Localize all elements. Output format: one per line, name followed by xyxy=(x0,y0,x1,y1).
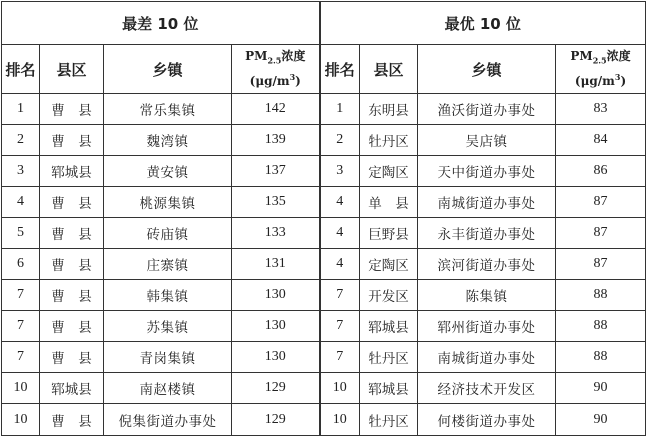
worst-county-cell: 曹 县 xyxy=(40,249,104,280)
worst-rank-cell: 2 xyxy=(2,125,40,156)
worst-value-cell: 129 xyxy=(232,373,320,404)
best-county-cell: 郓城县 xyxy=(360,311,418,342)
best-rank-cell: 1 xyxy=(320,94,360,125)
best-rank-cell: 2 xyxy=(320,125,360,156)
best-county-cell: 郓城县 xyxy=(360,373,418,404)
best-county-header: 县区 xyxy=(360,45,418,94)
best-rank-cell: 10 xyxy=(320,373,360,404)
worst-rank-cell: 6 xyxy=(2,249,40,280)
worst-town-cell: 桃源集镇 xyxy=(104,187,232,218)
best-rank-cell: 3 xyxy=(320,156,360,187)
best-rank-cell: 7 xyxy=(320,280,360,311)
best-town-cell: 渔沃街道办事处 xyxy=(418,94,556,125)
best-rank-cell: 7 xyxy=(320,311,360,342)
group-header-row xyxy=(2,2,646,45)
worst-town-cell: 青岗集镇 xyxy=(104,342,232,373)
worst-county-header: 县区 xyxy=(40,45,104,94)
best-value-cell: 88 xyxy=(556,342,646,373)
table-row xyxy=(2,280,646,311)
column-header-row xyxy=(2,45,646,94)
best-county-cell: 巨野县 xyxy=(360,218,418,249)
worst-town-cell: 韩集镇 xyxy=(104,280,232,311)
worst-town-cell: 苏集镇 xyxy=(104,311,232,342)
table-row xyxy=(2,311,646,342)
best-rank-cell: 10 xyxy=(320,404,360,436)
worst-rank-header: 排名 xyxy=(2,45,40,94)
best-town-header: 乡镇 xyxy=(418,45,556,94)
worst-rank-cell: 7 xyxy=(2,342,40,373)
best-town-cell: 吴店镇 xyxy=(418,125,556,156)
worst-value-cell: 130 xyxy=(232,280,320,311)
worst-value-cell: 131 xyxy=(232,249,320,280)
worst-rank-cell: 7 xyxy=(2,311,40,342)
worst-town-cell: 黄安镇 xyxy=(104,156,232,187)
best-rank-cell: 7 xyxy=(320,342,360,373)
best-town-cell: 郓州街道办事处 xyxy=(418,311,556,342)
best-town-cell: 永丰街道办事处 xyxy=(418,218,556,249)
best-county-cell: 牡丹区 xyxy=(360,404,418,436)
worst-value-cell: 129 xyxy=(232,404,320,436)
best-rank-cell: 4 xyxy=(320,249,360,280)
worst-county-cell: 曹 县 xyxy=(40,342,104,373)
best-town-cell: 南城街道办事处 xyxy=(418,187,556,218)
best-town-cell: 天中街道办事处 xyxy=(418,156,556,187)
best-value-cell: 87 xyxy=(556,187,646,218)
best-county-cell: 定陶区 xyxy=(360,156,418,187)
worst-rank-cell: 3 xyxy=(2,156,40,187)
worst-county-cell: 曹 县 xyxy=(40,280,104,311)
best-value-cell: 87 xyxy=(556,218,646,249)
best-town-cell: 南城街道办事处 xyxy=(418,342,556,373)
worst-town-cell: 常乐集镇 xyxy=(104,94,232,125)
worst-value-cell: 139 xyxy=(232,125,320,156)
best-value-cell: 86 xyxy=(556,156,646,187)
best-value-cell: 88 xyxy=(556,280,646,311)
table-row xyxy=(2,187,646,218)
best-value-cell: 87 xyxy=(556,249,646,280)
best-county-cell: 东明县 xyxy=(360,94,418,125)
worst-county-cell: 郓城县 xyxy=(40,373,104,404)
best-value-cell: 90 xyxy=(556,373,646,404)
worst-value-cell: 137 xyxy=(232,156,320,187)
worst-rank-cell: 5 xyxy=(2,218,40,249)
best-value-cell: 83 xyxy=(556,94,646,125)
best-town-cell: 何楼街道办事处 xyxy=(418,404,556,436)
worst-rank-cell: 10 xyxy=(2,373,40,404)
ranking-table xyxy=(1,1,646,436)
worst-value-cell: 130 xyxy=(232,311,320,342)
best-title: 最优 10 位 xyxy=(320,2,646,45)
worst-county-cell: 曹 县 xyxy=(40,218,104,249)
worst-value-cell: 130 xyxy=(232,342,320,373)
best-town-cell: 陈集镇 xyxy=(418,280,556,311)
worst-value-cell: 133 xyxy=(232,218,320,249)
worst-county-cell: 曹 县 xyxy=(40,94,104,125)
table-row xyxy=(2,342,646,373)
best-value-cell: 90 xyxy=(556,404,646,436)
worst-rank-cell: 10 xyxy=(2,404,40,436)
worst-county-cell: 曹 县 xyxy=(40,187,104,218)
worst-county-cell: 郓城县 xyxy=(40,156,104,187)
best-value-cell: 84 xyxy=(556,125,646,156)
worst-town-cell: 庄寨镇 xyxy=(104,249,232,280)
best-county-cell: 牡丹区 xyxy=(360,125,418,156)
best-town-cell: 经济技术开发区 xyxy=(418,373,556,404)
best-county-cell: 单 县 xyxy=(360,187,418,218)
worst-county-cell: 曹 县 xyxy=(40,404,104,436)
table-row xyxy=(2,94,646,125)
worst-title: 最差 10 位 xyxy=(2,2,320,45)
worst-pm-header: $PM_{2.5}$浓度 $(\mu g/m^3)$ xyxy=(232,45,320,94)
worst-town-cell: 南赵楼镇 xyxy=(104,373,232,404)
best-county-cell: 牡丹区 xyxy=(360,342,418,373)
table-row xyxy=(2,125,646,156)
table-row xyxy=(2,218,646,249)
worst-rank-cell: 7 xyxy=(2,280,40,311)
worst-town-cell: 魏湾镇 xyxy=(104,125,232,156)
best-pm-header: $PM_{2.5}$浓度 $(\mu g/m^3)$ xyxy=(556,45,646,94)
worst-value-cell: 135 xyxy=(232,187,320,218)
table-row xyxy=(2,249,646,280)
best-rank-cell: 4 xyxy=(320,218,360,249)
worst-county-cell: 曹 县 xyxy=(40,125,104,156)
best-rank-header: 排名 xyxy=(320,45,360,94)
worst-rank-cell: 1 xyxy=(2,94,40,125)
best-rank-cell: 4 xyxy=(320,187,360,218)
worst-county-cell: 曹 县 xyxy=(40,311,104,342)
best-town-cell: 滨河街道办事处 xyxy=(418,249,556,280)
best-county-cell: 开发区 xyxy=(360,280,418,311)
worst-value-cell: 142 xyxy=(232,94,320,125)
best-value-cell: 88 xyxy=(556,311,646,342)
table-row xyxy=(2,373,646,404)
worst-rank-cell: 4 xyxy=(2,187,40,218)
worst-town-header: 乡镇 xyxy=(104,45,232,94)
table-body xyxy=(2,94,646,436)
worst-town-cell: 砖庙镇 xyxy=(104,218,232,249)
table-row xyxy=(2,156,646,187)
worst-town-cell: 倪集街道办事处 xyxy=(104,404,232,436)
best-county-cell: 定陶区 xyxy=(360,249,418,280)
